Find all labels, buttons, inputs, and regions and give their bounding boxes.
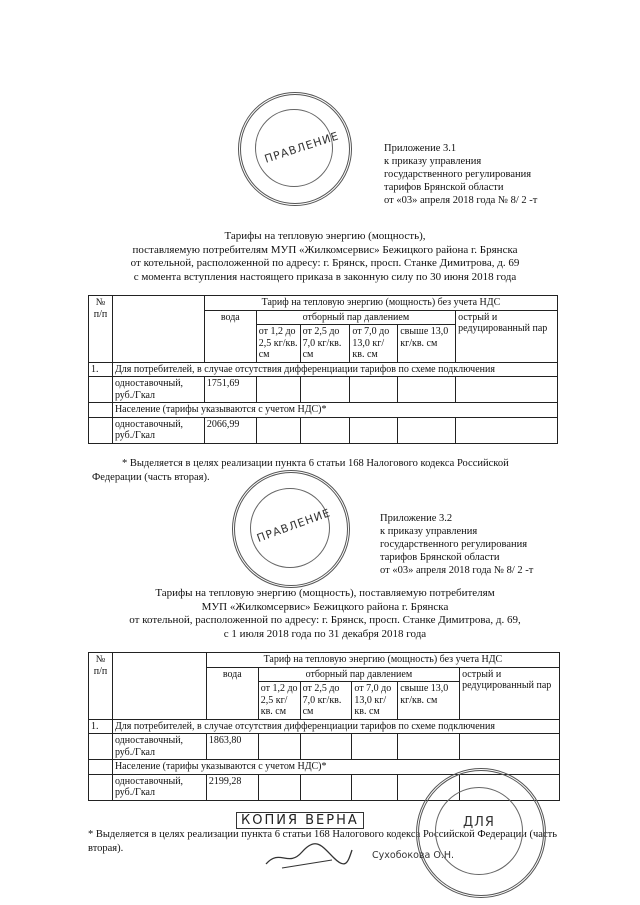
- table-2-rate-value-2: 2199,28: [206, 774, 258, 800]
- table-1-cell: [456, 417, 558, 443]
- title-2: [60, 587, 590, 641]
- table-1-cell: [300, 417, 350, 443]
- table-2-cell: [300, 774, 352, 800]
- appendix-1-region: тарифов Брянской области: [384, 182, 504, 193]
- table-2-population: Население (тарифы указываются с учетом НДС)*: [112, 760, 559, 775]
- table-1-rate-label-2: одноставочный, руб./Гкал: [112, 417, 204, 443]
- table-1-rate-label-1: одноставочный, руб./Гкал: [112, 377, 204, 403]
- table-2-pressure-1: от 1,2 до 2,5 кг/кв. см: [258, 682, 300, 720]
- appendix-2-region: тарифов Брянской области: [380, 552, 500, 563]
- appendix-1-header: [384, 142, 624, 207]
- table-2-cell: [398, 734, 460, 760]
- table-1-rate-value-1: 1751,69: [204, 377, 256, 403]
- table-2-empty-header: [112, 653, 206, 720]
- table-1-rate-value-2: 2066,99: [204, 417, 256, 443]
- official-seal-1: [238, 92, 352, 206]
- table-1-row-num: 1.: [89, 362, 113, 377]
- table-2-steam-header: отборный пар давлением: [258, 667, 459, 682]
- appendix-1-order: к приказу управления: [384, 156, 482, 167]
- appendix-2-number: Приложение 3.2: [380, 513, 453, 524]
- signer-name: Сухобокова О.Н.: [372, 850, 455, 861]
- table-2-cell: [352, 774, 398, 800]
- table-1-pressure-4: свыше 13,0 кг/кв. см: [398, 325, 456, 363]
- tariff-table-1: [88, 295, 558, 444]
- table-1-empty-header: [112, 296, 204, 363]
- appendix-1-date: от «03» апреля 2018 года № 8/ 2 -т: [384, 195, 538, 206]
- footnote-1: * Выделяется в целях реализации пункта 6 статьи 168 Налогового кодекса Российской Федерации (часть вторая).: [92, 458, 509, 483]
- title-1: [60, 230, 590, 284]
- table-1-water: вода: [204, 310, 256, 362]
- appendix-1-number: Приложение 3.1: [384, 143, 457, 154]
- table-2-main-header: Тариф на тепловую энергию (мощность) без учета НДС: [206, 653, 559, 668]
- official-seal-2: [232, 470, 350, 588]
- table-1-sharp-steam: острый и редуцированный пар: [456, 310, 558, 362]
- table-1-main-header: Тариф на тепловую энергию (мощность) без учета НДС: [204, 296, 557, 311]
- title-2-line-4: с 1 июля 2018 года по 31 декабря 2018 года: [223, 627, 427, 640]
- table-2-cell: [300, 734, 352, 760]
- table-1-steam-header: отборный пар давлением: [256, 310, 455, 325]
- appendix-2-authority: государственного регулирования: [380, 539, 528, 550]
- copy-certified-stamp: КОПИЯ ВЕРНА: [236, 812, 364, 829]
- title-1-line-3: от котельной, расположенной по адресу: г. Брянск, просп. Станке Димитрова, д. 69: [130, 257, 520, 269]
- table-1-cell: [89, 403, 113, 418]
- table-1-pressure-3: от 7,0 до 13,0 кг/кв. см: [350, 325, 398, 363]
- table-2-cell: [258, 734, 300, 760]
- table-1-section: Для потребителей, в случае отсутствия дифференциации тарифов по схеме подключения: [112, 362, 557, 377]
- seal-word-2: ПРАВЛЕНИЕ: [255, 506, 333, 545]
- title-2-line-1: Тарифы на тепловую энергию (мощность), поставляемую потребителям: [155, 587, 495, 599]
- seal-word-3: ДЛЯ: [463, 815, 495, 830]
- table-2-cell: [352, 734, 398, 760]
- table-1-cell: [350, 377, 398, 403]
- table-2-rate-value-1: 1863,80: [206, 734, 258, 760]
- table-2-pressure-3: от 7,0 до 13,0 кг/кв. см: [352, 682, 398, 720]
- official-seal-3: [416, 768, 546, 898]
- signature-icon: [262, 838, 354, 872]
- table-2-water: вода: [206, 667, 258, 719]
- table-2-section: Для потребителей, в случае отсутствия дифференциации тарифов по схеме подключения: [112, 719, 559, 734]
- table-1-num-header: № п/п: [89, 296, 113, 363]
- title-1-line-2: поставляемую потребителям МУП «Жилкомсервис» Бежицкого района г. Брянска: [132, 243, 518, 256]
- table-1-cell: [256, 417, 300, 443]
- title-1-line-4: с момента вступления настоящего приказа в законную силу по 30 июня 2018 года: [133, 270, 517, 283]
- footnote-2: * Выделяется в целях реализации пункта 6 статьи 168 Налогового кодекса Российской Федерации (часть вторая).: [88, 829, 558, 854]
- table-1-cell: [89, 417, 113, 443]
- seal-word-1: ПРАВЛЕНИЕ: [262, 129, 341, 166]
- table-1-cell: [89, 377, 113, 403]
- title-2-line-2: МУП «Жилкомсервис» Бежицкого района г. Брянска: [201, 600, 449, 613]
- title-2-line-3: от котельной, расположенной по адресу: г. Брянск, просп. Станке Димитрова, д. 69,: [129, 614, 521, 626]
- table-2-pressure-2: от 2,5 до 7,0 кг/кв. см: [300, 682, 352, 720]
- table-2-cell: [89, 774, 113, 800]
- appendix-2-header: [380, 512, 620, 577]
- appendix-1-authority: государственного регулирования: [384, 169, 532, 180]
- table-1-cell: [398, 377, 456, 403]
- table-1-cell: [300, 377, 350, 403]
- table-2-rate-label-1: одноставочный, руб./Гкал: [112, 734, 206, 760]
- table-1-cell: [350, 417, 398, 443]
- table-1-cell: [456, 377, 558, 403]
- table-1-pressure-2: от 2,5 до 7,0 кг/кв. см: [300, 325, 350, 363]
- appendix-2-date: от «03» апреля 2018 года № 8/ 2 -т: [380, 565, 534, 576]
- table-1-pressure-1: от 1,2 до 2,5 кг/кв. см: [256, 325, 300, 363]
- appendix-2-order: к приказу управления: [380, 526, 478, 537]
- table-2-cell: [89, 734, 113, 760]
- table-2-rate-label-2: одноставочный, руб./Гкал: [112, 774, 206, 800]
- table-2-num-header: № п/п: [89, 653, 113, 720]
- table-2-sharp-steam: острый и редуцированный пар: [460, 667, 560, 719]
- table-2-pressure-4: свыше 13,0 кг/кв. см: [398, 682, 460, 720]
- table-2-cell: [89, 760, 113, 775]
- title-1-line-1: Тарифы на тепловую энергию (мощность),: [224, 230, 426, 242]
- table-2-cell: [258, 774, 300, 800]
- table-1-population: Население (тарифы указываются с учетом НДС)*: [112, 403, 557, 418]
- table-2-row-num: 1.: [89, 719, 113, 734]
- table-1-cell: [398, 417, 456, 443]
- table-2-cell: [460, 734, 560, 760]
- table-1-cell: [256, 377, 300, 403]
